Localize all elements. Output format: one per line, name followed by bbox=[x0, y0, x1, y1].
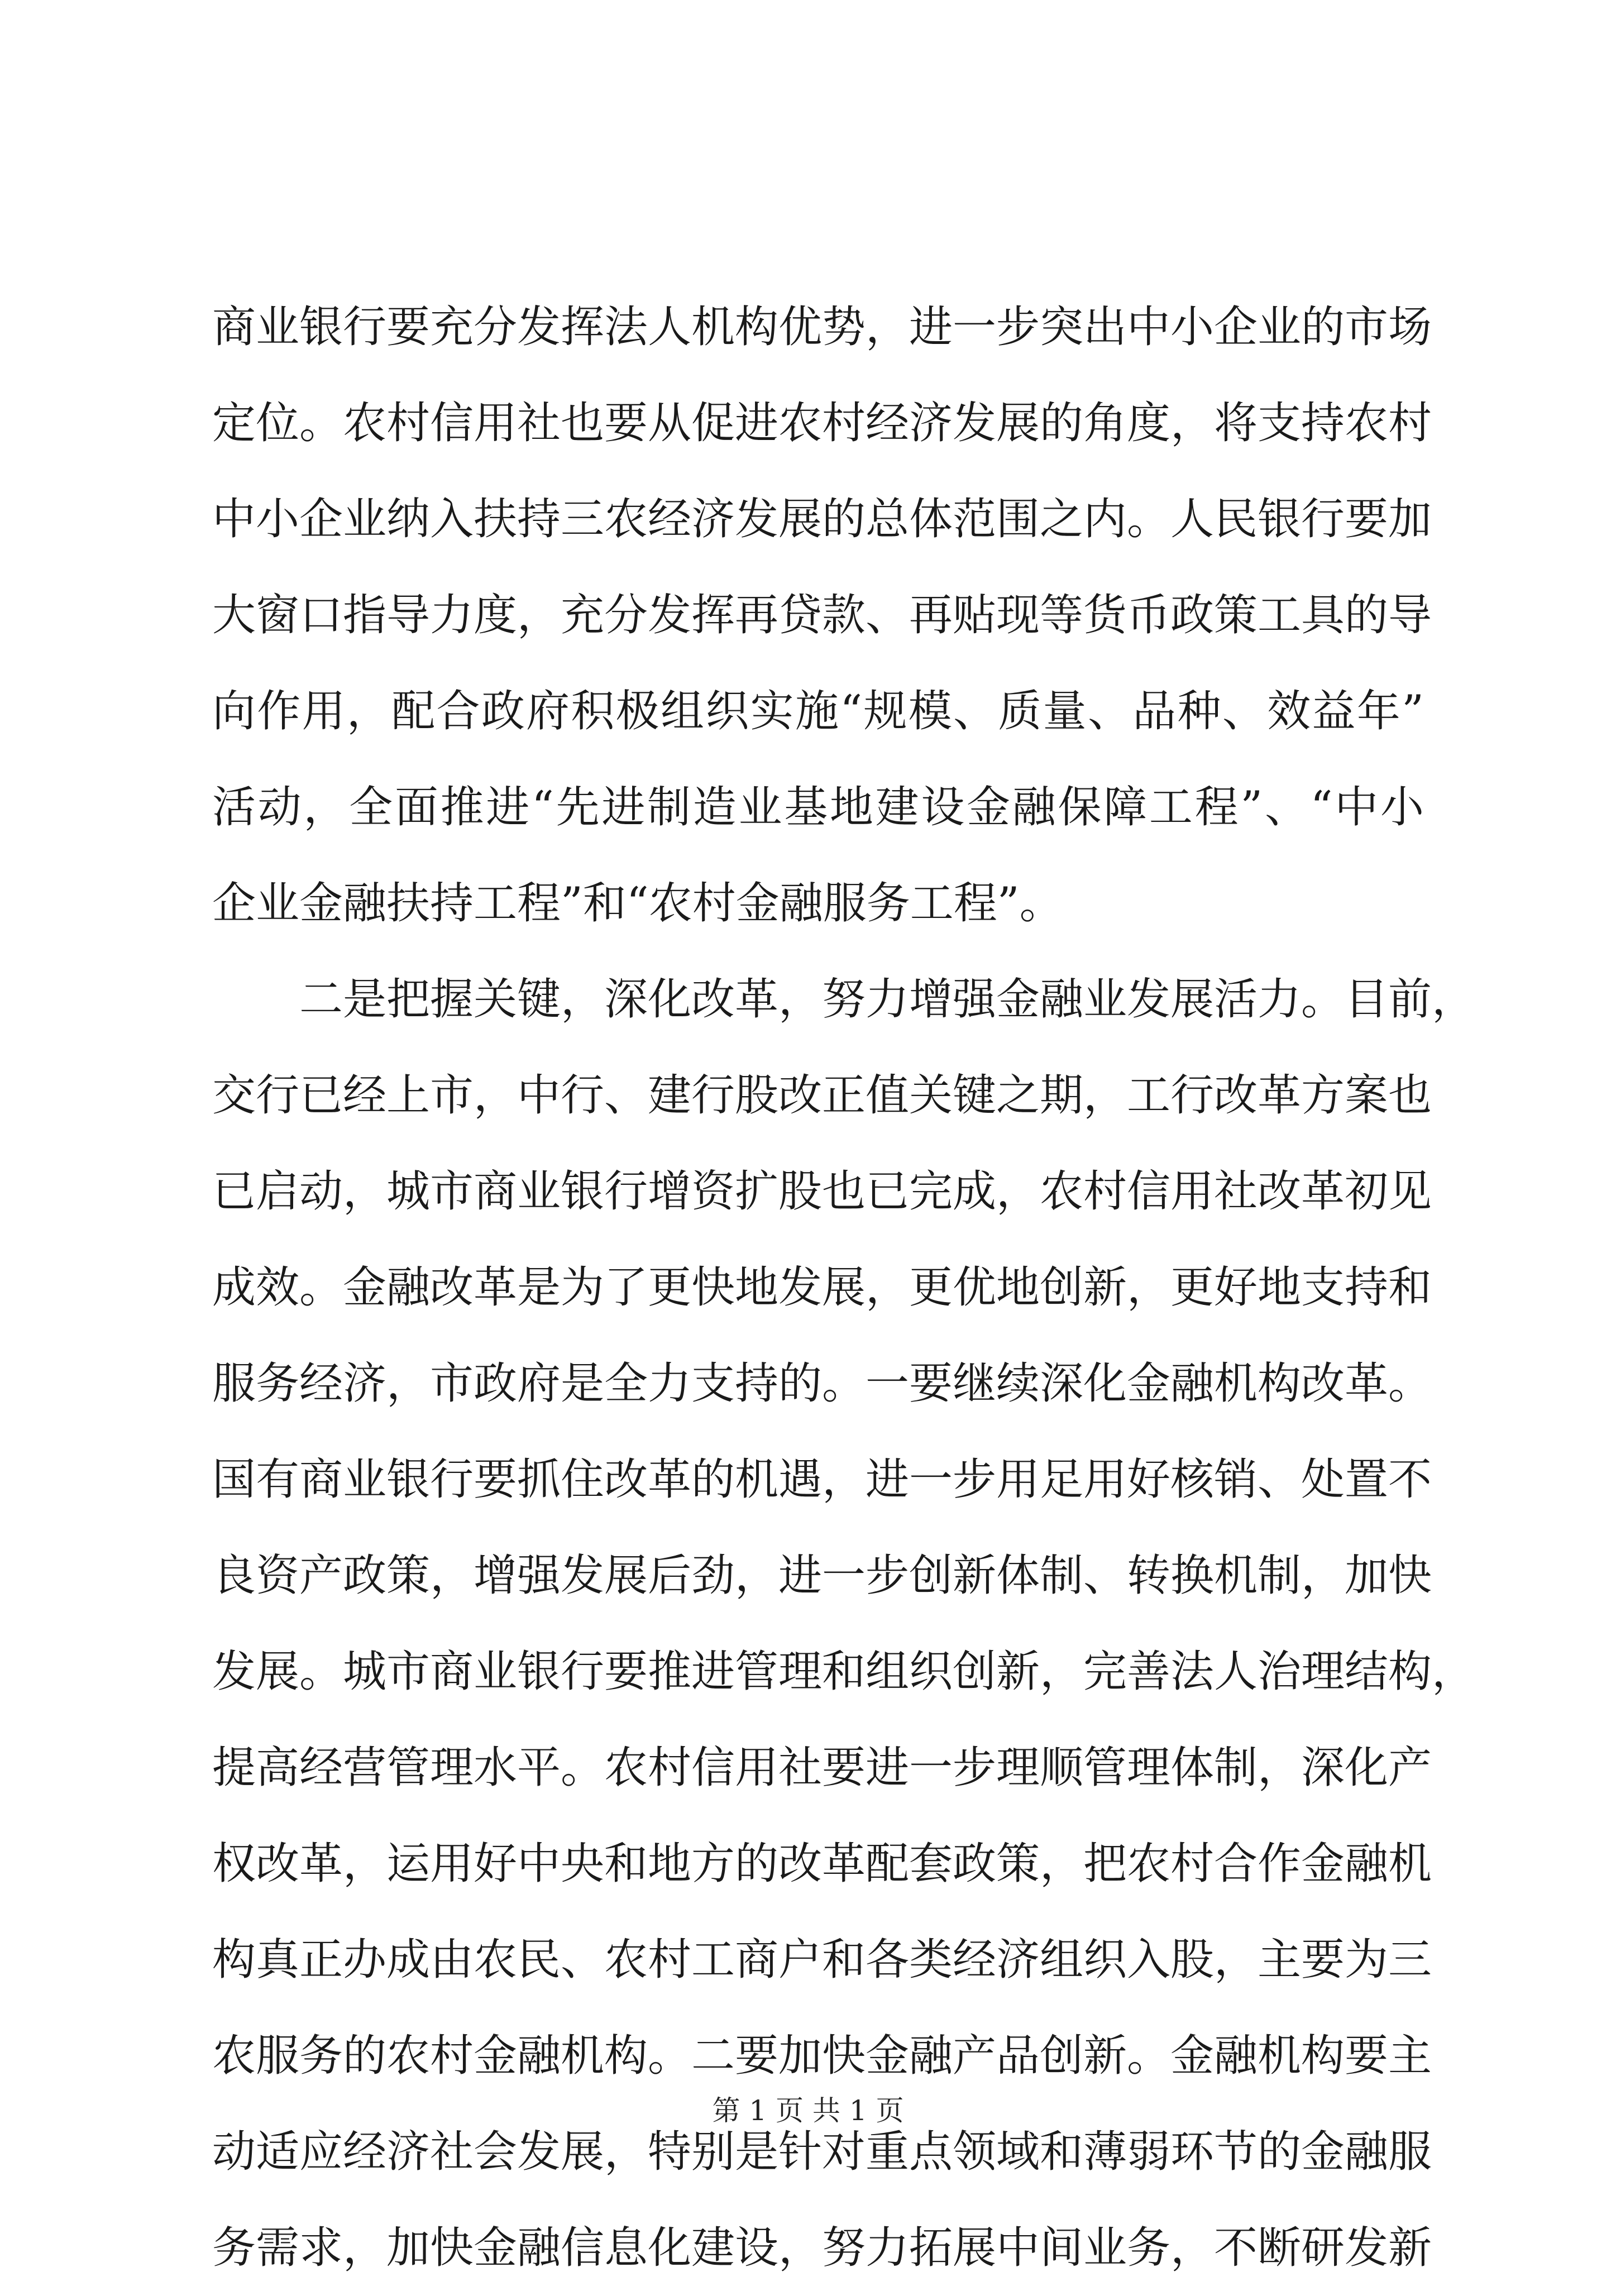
text-line: 定位。农村信用社也要从促进农村经济发展的角度，将支持农村 bbox=[212, 398, 1432, 448]
text-line: 交行已经上市，中行、建行股改正值关键之期，工行改革方案也 bbox=[212, 1070, 1432, 1121]
text-line: 大窗口指导力度，充分发挥再贷款、再贴现等货币政策工具的导 bbox=[212, 590, 1432, 640]
paragraph-first-line: 二是把握关键，深化改革，努力增强金融业发展活力。目前， bbox=[299, 974, 1476, 1025]
body-text bbox=[212, 279, 1476, 2296]
text-line: 向作用，配合政府积极组织实施“规模、质量、品种、效益年” bbox=[212, 686, 1424, 736]
text-line: 成效。金融改革是为了更快地发展，更优地创新，更好地支持和 bbox=[212, 1262, 1432, 1313]
text-line: 务需求，加快金融信息化建设，努力拓展中间业务，不断研发新 bbox=[212, 2223, 1432, 2273]
text-line: 中小企业纳入扶持三农经济发展的总体范围之内。人民银行要加 bbox=[212, 494, 1432, 544]
page-footer bbox=[0, 2088, 1616, 2128]
text-line: 服务经济，市政府是全力支持的。一要继续深化金融机构改革。 bbox=[212, 1359, 1432, 1409]
text-line: 动适应经济社会发展，特别是针对重点领域和薄弱环节的金融服 bbox=[212, 2127, 1432, 2177]
text-line: 发展。城市商业银行要推进管理和组织创新，完善法人治理结构， bbox=[212, 1647, 1476, 1697]
text-line: 农服务的农村金融机构。二要加快金融产品创新。金融机构要主 bbox=[212, 2031, 1432, 2081]
page-number-label: 第 1 页 共 1 页 bbox=[712, 2094, 904, 2127]
text-line: 已启动，城市商业银行增资扩股也已完成，农村信用社改革初见 bbox=[212, 1166, 1432, 1217]
text-line: 活动，全面推进“先进制造业基地建设金融保障工程”、“中小 bbox=[212, 782, 1424, 833]
text-line: 权改革，运用好中央和地方的改革配套政策，把农村合作金融机 bbox=[212, 1839, 1432, 1889]
text-line: 构真正办成由农民、农村工商户和各类经济组织入股，主要为三 bbox=[212, 1935, 1432, 1985]
text-line: 提高经营管理水平。农村信用社要进一步理顺管理体制，深化产 bbox=[212, 1743, 1432, 1793]
text-line: 国有商业银行要抓住改革的机遇，进一步用足用好核销、处置不 bbox=[212, 1455, 1432, 1505]
text-line: 企业金融扶持工程”和“农村金融服务工程”。 bbox=[212, 878, 1063, 929]
text-line: 商业银行要充分发挥法人机构优势，进一步突出中小企业的市场 bbox=[212, 302, 1432, 352]
text-line: 良资产政策，增强发展后劲，进一步创新体制、转换机制，加快 bbox=[212, 1551, 1432, 1601]
